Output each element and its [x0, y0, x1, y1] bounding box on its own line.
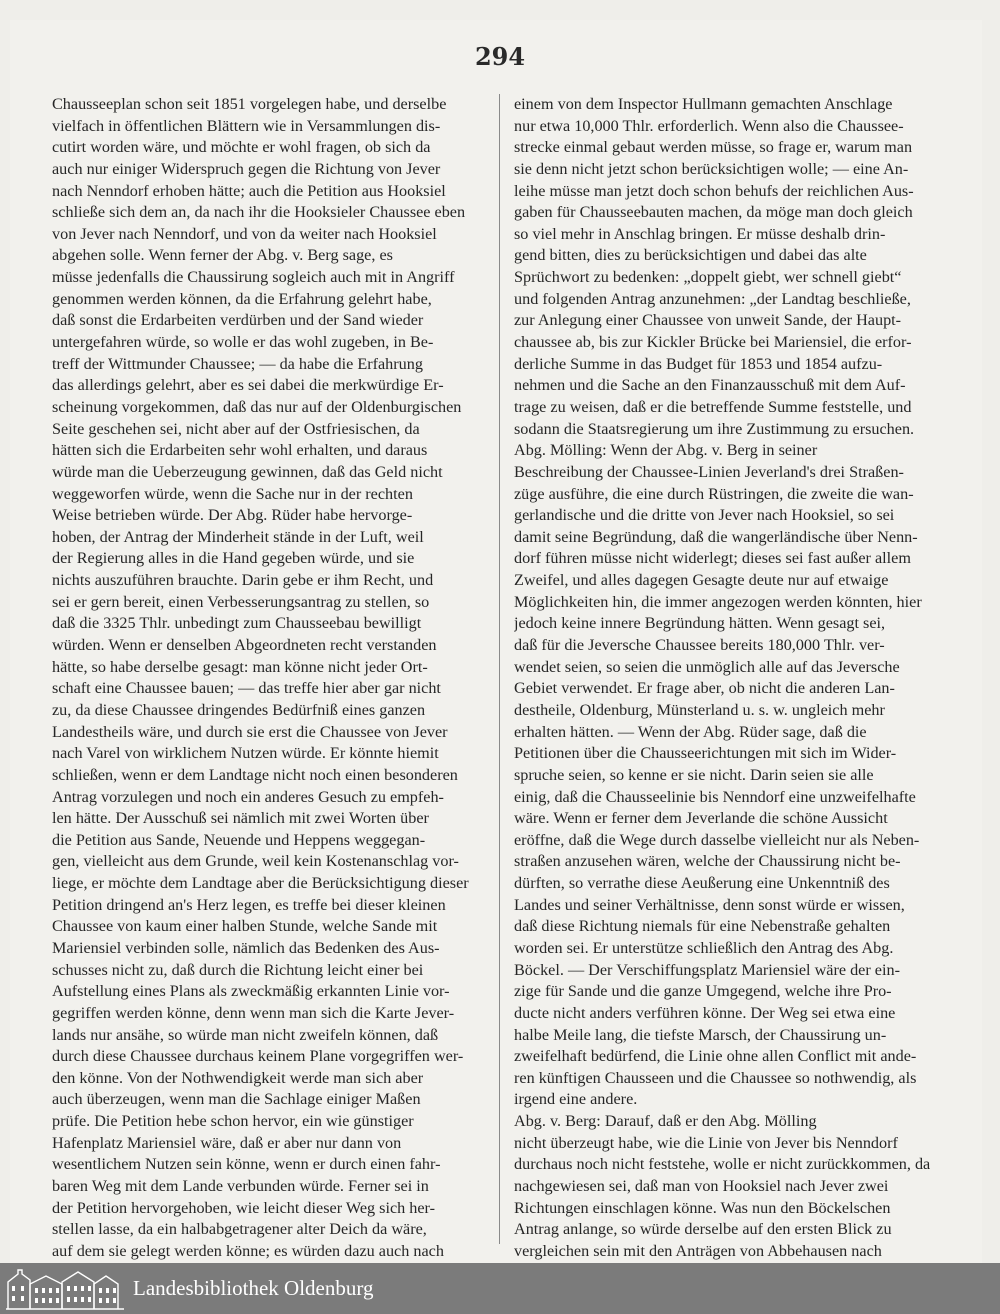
right-text-column	[514, 94, 960, 1263]
text-line: der Petition hervorgehoben, wie leicht dieser Weg sich her-	[52, 1198, 436, 1217]
text-line: dürften, so verrathe diese Aeußerung eine Unkenntniß des	[514, 874, 890, 893]
text-line: treff der Wittmunder Chaussee; — da habe die Erfahrung	[52, 354, 423, 373]
text-line: halbe Meile lang, die tiefste Marsch, der Chaussirung un-	[514, 1025, 887, 1044]
text-line: Abg. Mölling: Wenn der Abg. v. Berg in seiner	[514, 441, 818, 460]
text-line: schusses nicht zu, daß durch die Richtung leicht einer bei	[52, 960, 424, 979]
text-line: eröffne, daß die Wege durch dasselbe vielleicht nur als Neben-	[514, 830, 920, 849]
text-line: Zweifel, und alles dagegen Gesagte deute nur auf etwaige	[514, 571, 889, 590]
library-footer-bar	[0, 1263, 1000, 1314]
text-line: nachgewiesen sei, daß man von Hooksiel nach Jever zwei	[514, 1177, 889, 1196]
text-line: so viel mehr in Anschlag bringen. Er müsse deshalb drin-	[514, 224, 886, 243]
text-line: hoben, der Antrag der Minderheit stände in der Luft, weil	[52, 527, 424, 546]
text-line: Petitionen über die Chausseerichtungen mit sich im Wider-	[514, 744, 897, 763]
text-line: einig, daß die Chausseelinie bis Nenndorf eine unzweifelhafte	[514, 787, 916, 806]
text-line: der Regierung alles in die Hand gegeben würde, und sie	[52, 549, 415, 568]
text-line: Landestheils wäre, und durch sie erst die Chaussee von Jever	[52, 722, 448, 741]
text-line: Hafenplatz Mariensiel wäre, daß er aber nur dann von	[52, 1133, 402, 1152]
text-line: vergleichen sein mit den Anträgen von Abbehausen nach	[514, 1241, 882, 1260]
text-line: Landes und seiner Verhältnisse, denn sonst würde er wissen,	[514, 895, 905, 914]
text-line: gend bitten, dies zu berücksichtigen und dabei das alte	[514, 246, 867, 265]
text-line: baren Weg mit dem Lande verbunden würde. Ferner sei in	[52, 1177, 429, 1196]
text-line: prüfe. Die Petition hebe schon hervor, ein wie günstiger	[52, 1112, 414, 1131]
text-line: cutirt worden wäre, und möchte er wohl fragen, ob sich da	[52, 138, 431, 157]
text-line: zu, da diese Chaussee dringendes Bedürfniß eines ganzen	[52, 700, 426, 719]
text-line: Sprüchwort zu bedenken: „doppelt giebt, wer schnell giebt“	[514, 268, 902, 287]
text-line: sie denn nicht jetzt schon berücksichtigen wolle; — eine An-	[514, 159, 909, 178]
text-line: gen, vielleicht aus dem Grunde, weil kein Kostenanschlag vor-	[52, 852, 459, 871]
text-line: gegriffen werden könne, denn wenn man sich die Karte Jever-	[52, 1003, 455, 1022]
text-line: die Petition aus Sande, Neuende und Heppens weggegan-	[52, 830, 426, 849]
text-line: worden sei. Er unterstütze schließlich den Antrag des Abg.	[514, 938, 894, 957]
text-line: Beschreibung der Chaussee-Linien Jeverland's drei Straßen-	[514, 462, 904, 481]
text-line: zige für Sande und die ganze Umgegend, welche ihre Pro-	[514, 982, 892, 1001]
text-line: nehmen und die Sache an den Finanzausschuß mit dem Auf-	[514, 376, 906, 395]
text-line: Antrag vorzulegen und noch ein anderes Gesuch zu empfeh-	[52, 787, 444, 806]
text-line: Abg. v. Berg: Darauf, daß er den Abg. Mölling	[514, 1112, 817, 1131]
text-line: wesentlichem Nutzen sein könne, wenn er durch einen fahr-	[52, 1155, 441, 1174]
text-line: lands nur ansähe, so würde man nicht zweifeln können, daß	[52, 1025, 439, 1044]
text-line: gaben für Chausseebauten machen, da möge man doch gleich	[514, 203, 913, 222]
text-line: einem von dem Inspector Hullmann gemachten Anschlage	[514, 95, 893, 113]
library-name: Landesbibliothek Oldenburg	[133, 1276, 374, 1300]
text-line: auf dem sie gelegt werden könne; es würden dazu auch nach	[52, 1241, 444, 1260]
left-text-column	[52, 94, 496, 1263]
text-line: straßen anzusehen wären, welche der Chaussirung nicht be-	[514, 852, 901, 871]
text-line: hätte, so habe derselbe gesagt: man könne nicht jeder Ort-	[52, 657, 428, 676]
text-line: Chaussee von kaum einer halben Stunde, welche Sande mit	[52, 917, 438, 936]
text-line: würde man die Ueberzeugung gewinnen, daß das Geld nicht	[52, 462, 443, 481]
text-line: irgend eine andere.	[514, 1090, 638, 1109]
text-line: Petition dringend an's Herz legen, es treffe bei dieser kleinen	[52, 895, 446, 914]
text-line: nichts auszuführen brauchte. Darin gebe er ihm Recht, und	[52, 571, 434, 590]
text-line: chaussee ab, bis zur Kickler Brücke bei Mariensiel, die erfor-	[514, 333, 912, 352]
text-line: durch diese Chaussee durchaus keinem Plane vorgegriffen wer-	[52, 1047, 464, 1066]
text-line: Seite geschehen sei, nicht aber auf der Ostfriesischen, da	[52, 419, 420, 438]
text-line: abgehen solle. Wenn ferner der Abg. v. Berg sage, es	[52, 246, 393, 265]
text-line: dorf führen müsse nicht widerlegt; dieses sei fast außer allem	[514, 549, 911, 568]
text-line: daß die 3325 Thlr. unbedingt zum Chausseebau bewilligt	[52, 614, 422, 633]
text-line: daß sonst die Erdarbeiten verdürben und der Sand wieder	[52, 311, 424, 330]
text-line: nach Nenndorf erhoben hätte; auch die Petition aus Hooksiel	[52, 181, 446, 200]
text-line: strecke einmal gebaut werden müsse, so frage er, warum man	[514, 138, 913, 157]
text-line: nach Varel von wirklichem Nutzen würde. Er könnte hiemit	[52, 744, 439, 763]
text-line: schließe sich dem an, da nach ihr die Hooksieler Chaussee eben	[52, 203, 466, 222]
text-line: leihe müsse man jetzt doch schon behufs der reichlichen Aus-	[514, 181, 914, 200]
text-line: genommen werden können, da die Erfahrung gelehrt habe,	[52, 289, 432, 308]
column-divider	[499, 94, 500, 1244]
text-line: wäre. Wenn er ferner dem Jeverlande die schöne Aussicht	[514, 809, 888, 828]
text-line: wendet seien, so seien die unmöglich alle auf das Jeversche	[514, 657, 900, 676]
text-line: schließen, wenn er dem Landtage nicht noch einen besonderen	[52, 765, 458, 784]
text-line: ducte nicht anders verführen könne. Der Weg sei etwa eine	[514, 1003, 896, 1022]
text-line: auch nur einiger Widerspruch gegen die Richtung von Jever	[52, 159, 441, 178]
text-line: trage zu weisen, daß er die betreffende Summe feststelle, und	[514, 397, 912, 416]
text-line: destheile, Oldenburg, Münsterland u. s. w. ungleich mehr	[514, 700, 885, 719]
text-line: zweifelhaft bedürfend, die Linie ohne allen Conflict mit ande-	[514, 1047, 917, 1066]
text-line: sei er gern bereit, einen Verbesserungsantrag zu stellen, so	[52, 592, 430, 611]
text-line: ren künftigen Chausseen und die Chaussee so nothwendig, als	[514, 1068, 917, 1087]
text-line: damit seine Begründung, daß die wangerländische über Nenn-	[514, 527, 918, 546]
text-line: derliche Summe in das Budget für 1853 und 1854 aufzu-	[514, 354, 883, 373]
text-line: liege, er möchte dem Landtage aber die Berücksichtigung dieser	[52, 874, 469, 893]
text-line: Mariensiel verbinden solle, nämlich das Bedenken des Aus-	[52, 938, 440, 957]
text-line: jedoch keine innere Begründung hätten. Wenn gesagt sei,	[514, 614, 886, 633]
text-line: daß für die Jeversche Chaussee bereits 180,000 Thlr. ver-	[514, 636, 885, 655]
text-line: nur etwa 10,000 Thlr. erforderlich. Wenn also die Chaussee-	[514, 116, 904, 135]
text-line: Richtungen einschlagen könne. Was nun den Böckelschen	[514, 1198, 891, 1217]
text-line: daß diese Richtung niemals für eine Nebenstraße gehalten	[514, 917, 891, 936]
text-line: zur Anlegung einer Chaussee von unweit Sande, der Haupt-	[514, 311, 902, 330]
text-line: von Jever nach Nenndorf, und von da weiter nach Hooksiel	[52, 224, 437, 243]
page-number: 294	[474, 42, 526, 71]
text-line: das allerdings gelehrt, aber es sei dabei die merkwürdige Er-	[52, 376, 444, 395]
text-line: Gebiet verwendet. Er frage aber, ob nicht die anderen Lan-	[514, 679, 895, 698]
text-line: Möglichkeiten hin, die immer angezogen werden könnten, hier	[514, 592, 922, 611]
text-line: scheinung vorgekommen, daß das nur auf der Oldenburgischen	[52, 397, 462, 416]
text-line: Chausseeplan schon seit 1851 vorgelegen habe, und derselbe	[52, 95, 447, 113]
library-building-icon	[6, 1266, 124, 1311]
text-line: züge ausführe, die eine durch Rüstringen, die zweite die wan-	[514, 484, 914, 503]
text-line: den könne. Von der Nothwendigkeit werde man sich aber	[52, 1068, 424, 1087]
text-line: durchaus noch nicht feststehe, wolle er nicht zurückkommen, da	[514, 1155, 931, 1174]
text-line: nicht überzeugt habe, wie die Linie von Jever bis Nenndorf	[514, 1133, 898, 1152]
text-line: weggeworfen würde, wenn die Sache nur in der rechten	[52, 484, 413, 503]
text-line: sodann die Staatsregierung um ihre Zustimmung zu ersuchen.	[514, 419, 915, 438]
text-line: spruche seien, so kenne er sie nicht. Darin seien sie alle	[514, 765, 874, 784]
text-line: Antrag anlange, so würde derselbe auf den ersten Blick zu	[514, 1220, 892, 1239]
text-line: Böckel. — Der Verschiffungsplatz Mariensiel wäre der ein-	[514, 960, 900, 979]
text-line: untergefahren würde, so wolle er das wohl zugeben, in Be-	[52, 333, 434, 352]
text-line: gerlandische und die dritte von Jever nach Hooksiel, so sei	[514, 506, 895, 525]
text-line: Weise betrieben würde. Der Abg. Rüder habe hervorge-	[52, 506, 413, 525]
text-line: stellen lasse, da ein halbabgetragener alter Deich da wäre,	[52, 1220, 427, 1239]
text-line: vielfach in öffentlichen Blättern wie in Versammlungen dis-	[52, 116, 441, 135]
text-line: müsse jedenfalls die Chaussirung sogleich auch mit in Angriff	[52, 268, 455, 287]
text-line: und folgenden Antrag anzunehmen: „der Landtag beschließe,	[514, 289, 911, 308]
text-line: schaft eine Chaussee bauen; — das treffe hier aber gar nicht	[52, 679, 441, 698]
text-line: auch überzeugen, wenn man die Sachlage einiger Maßen	[52, 1090, 421, 1109]
text-line: würden. Wenn er denselben Abgeordneten recht verstanden	[52, 636, 437, 655]
text-line: hätten sich die Erdarbeiten sehr wohl erhalten, und daraus	[52, 441, 428, 460]
text-line: erhalten hätten. — Wenn der Abg. Rüder sage, daß die	[514, 722, 867, 741]
text-line: len hätte. Der Ausschuß sei nämlich mit zwei Worten über	[52, 809, 429, 828]
text-line: Aufstellung eines Plans als zweckmäßig erkannten Linie vor-	[52, 982, 450, 1001]
